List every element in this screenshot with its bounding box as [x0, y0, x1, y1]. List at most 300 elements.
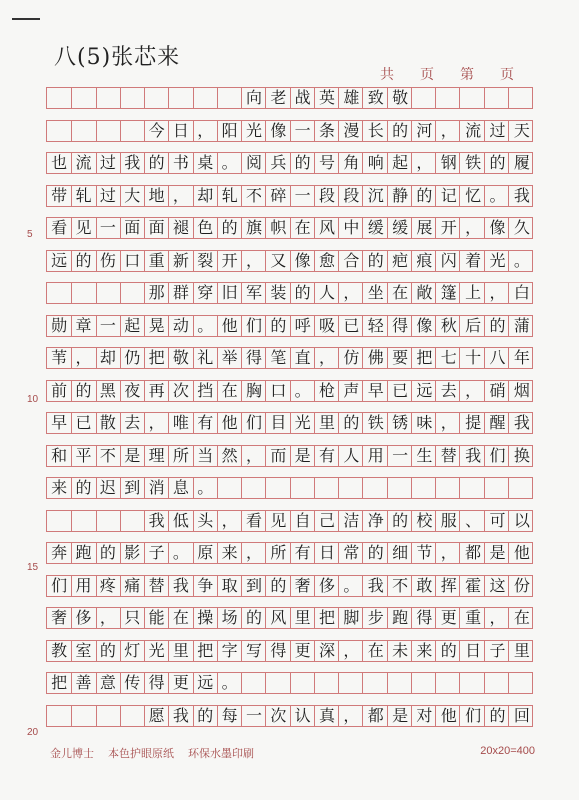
- char-cell: ，: [343, 640, 360, 660]
- char-cell: 流: [75, 153, 92, 172]
- char-cell: 回: [513, 705, 530, 725]
- page-label-2: 页: [500, 66, 514, 82]
- char-cell: 章: [75, 315, 92, 335]
- char-cell: 合: [343, 250, 360, 270]
- char-cell: 霍: [465, 575, 482, 595]
- char-cell: 味: [416, 413, 433, 432]
- grid-row: [46, 672, 533, 694]
- char-cell: ，: [99, 608, 116, 627]
- char-cell: 远: [197, 673, 214, 692]
- char-cell: ，: [440, 120, 457, 140]
- char-cell: 的: [270, 315, 287, 335]
- char-cell: 光: [294, 413, 311, 432]
- char-cell: 碎: [270, 185, 287, 205]
- char-cell: 流: [465, 120, 482, 140]
- char-cell: 们: [465, 705, 482, 725]
- char-cell: 天: [513, 120, 530, 140]
- grid-row: [46, 185, 533, 207]
- char-cell: ，: [197, 120, 214, 140]
- char-cell: 动: [172, 315, 189, 335]
- char-cell: 可: [489, 510, 506, 530]
- char-cell: 却: [99, 348, 116, 367]
- char-cell: 长: [367, 120, 384, 140]
- char-cell: 又: [270, 250, 287, 270]
- char-cell: 每: [221, 705, 238, 725]
- char-cell: 缓: [392, 218, 409, 237]
- char-cell: 把: [51, 673, 68, 692]
- char-cell: 来: [221, 543, 238, 562]
- grid-row: [46, 87, 533, 109]
- char-cell: 服: [440, 510, 457, 530]
- line-number-15: 15: [27, 562, 39, 573]
- char-cell: 理: [148, 445, 165, 465]
- char-cell: 目: [270, 413, 287, 432]
- grid-row: [46, 640, 533, 662]
- char-cell: 的: [294, 153, 311, 172]
- char-cell: 奔: [51, 543, 68, 562]
- char-cell: 消: [148, 478, 165, 497]
- char-cell: 口: [270, 380, 287, 400]
- grid-row: [46, 282, 533, 304]
- char-cell: 生: [416, 445, 433, 465]
- char-cell: 像: [270, 120, 287, 140]
- char-cell: 一: [99, 218, 116, 237]
- char-cell: 年: [513, 348, 530, 367]
- char-cell: 愈: [319, 250, 336, 270]
- char-cell: 。: [197, 315, 214, 335]
- manuscript-grid: [46, 87, 533, 737]
- char-cell: 。: [197, 478, 214, 497]
- char-cell: 得: [148, 673, 165, 692]
- char-cell: 再: [148, 380, 165, 400]
- char-cell: 敬: [172, 348, 189, 367]
- line-text: [47, 443, 534, 469]
- char-cell: 的: [221, 218, 238, 237]
- char-cell: 人: [343, 445, 360, 465]
- char-cell: ，: [245, 543, 262, 562]
- char-cell: 段: [343, 185, 360, 205]
- char-cell: 。: [221, 153, 238, 172]
- char-cell: 侈: [319, 575, 336, 595]
- char-cell: 把: [319, 608, 336, 627]
- char-cell: 们: [245, 413, 262, 432]
- char-cell: 的: [489, 153, 506, 172]
- char-cell: 着: [465, 250, 482, 270]
- char-cell: 有: [319, 445, 336, 465]
- char-cell: 。: [221, 673, 238, 692]
- char-cell: 过: [489, 120, 506, 140]
- char-cell: 己: [319, 510, 336, 530]
- char-cell: 沉: [367, 185, 384, 205]
- char-cell: 展: [416, 218, 433, 237]
- char-cell: 里: [513, 640, 530, 660]
- line-text: [47, 540, 534, 566]
- line-text: [47, 475, 534, 501]
- char-cell: 操: [197, 608, 214, 627]
- char-cell: ，: [465, 218, 482, 237]
- grid-size-label: 20x20=400: [480, 745, 535, 757]
- char-cell: 头: [197, 510, 214, 530]
- char-cell: 战: [294, 88, 311, 107]
- char-cell: 八: [489, 348, 506, 367]
- char-cell: 然: [221, 445, 238, 465]
- char-cell: 白: [513, 283, 530, 302]
- char-cell: 烟: [513, 380, 530, 400]
- char-cell: 群: [172, 283, 189, 302]
- char-cell: 的: [440, 640, 457, 660]
- line-text: [47, 638, 534, 664]
- char-cell: 英: [319, 88, 336, 107]
- char-cell: 常: [343, 543, 360, 562]
- char-cell: 们: [489, 445, 506, 465]
- grid-row: [46, 542, 533, 564]
- line-number-10: 10: [27, 394, 39, 405]
- line-text: [47, 703, 534, 729]
- char-cell: 子: [489, 640, 506, 660]
- char-cell: [71, 118, 95, 144]
- char-cell: 日: [465, 640, 482, 660]
- char-cell: 的: [294, 283, 311, 302]
- char-cell: 而: [270, 445, 287, 465]
- char-cell: 未: [392, 640, 409, 660]
- line-text: [47, 248, 534, 274]
- char-cell: 把: [148, 348, 165, 367]
- char-cell: 我: [148, 510, 165, 530]
- line-text: [47, 670, 534, 696]
- char-cell: ，: [343, 705, 360, 725]
- char-cell: ，: [245, 445, 262, 465]
- char-cell: 篷: [440, 283, 457, 302]
- char-cell: 更: [294, 640, 311, 660]
- char-cell: 书: [172, 153, 189, 172]
- grid-row: [46, 347, 533, 369]
- char-cell: 提: [465, 413, 482, 432]
- char-cell: 我: [513, 185, 530, 205]
- char-cell: 所: [172, 445, 189, 465]
- char-cell: 的: [416, 185, 433, 205]
- char-cell: 黑: [99, 380, 116, 400]
- char-cell: 号: [319, 153, 336, 172]
- char-cell: ，: [489, 283, 506, 302]
- char-cell: 们: [51, 575, 68, 595]
- char-cell: 风: [270, 608, 287, 627]
- char-cell: 息: [172, 478, 189, 497]
- line-text: [47, 313, 534, 339]
- char-cell: 胸: [245, 380, 262, 400]
- char-cell: 子: [148, 543, 165, 562]
- char-cell: 见: [270, 510, 287, 530]
- char-cell: 写: [245, 640, 262, 660]
- char-cell: 铁: [465, 153, 482, 172]
- char-cell: [47, 703, 71, 729]
- char-cell: 中: [343, 218, 360, 237]
- char-cell: [96, 703, 120, 729]
- char-cell: 次: [270, 705, 287, 725]
- char-cell: 漫: [343, 120, 360, 140]
- char-cell: 看: [51, 218, 68, 237]
- char-cell: 远: [51, 250, 68, 270]
- line-text: [47, 378, 534, 404]
- char-cell: 的: [367, 543, 384, 562]
- char-cell: 十: [465, 348, 482, 367]
- char-cell: ，: [148, 413, 165, 432]
- char-cell: 响: [367, 153, 384, 172]
- char-cell: 履: [513, 153, 530, 172]
- char-cell: 已: [343, 315, 360, 335]
- char-cell: 一: [245, 705, 262, 725]
- grid-row: [46, 510, 533, 532]
- char-cell: 去: [440, 380, 457, 400]
- char-cell: 面: [124, 218, 141, 237]
- char-cell: 在: [513, 608, 530, 627]
- char-cell: 一: [294, 185, 311, 205]
- char-cell: 我: [124, 153, 141, 172]
- char-cell: 醒: [489, 413, 506, 432]
- char-cell: 传: [124, 673, 141, 692]
- char-cell: 的: [99, 543, 116, 562]
- char-cell: 风: [319, 218, 336, 237]
- line-text: [47, 573, 534, 599]
- char-cell: 不: [245, 185, 262, 205]
- char-cell: 用: [75, 575, 92, 595]
- char-cell: 节: [416, 543, 433, 562]
- char-cell: 段: [319, 185, 336, 205]
- char-cell: 他: [440, 705, 457, 725]
- char-cell: [120, 703, 144, 729]
- char-cell: 里: [294, 608, 311, 627]
- char-cell: 大: [124, 185, 141, 205]
- char-cell: 唯: [172, 413, 189, 432]
- char-cell: 今: [148, 120, 165, 140]
- char-cell: 阅: [245, 153, 262, 172]
- char-cell: 仿: [343, 348, 360, 367]
- char-cell: 枪: [319, 380, 336, 400]
- paper-footer: [50, 745, 535, 761]
- char-cell: 铁: [367, 413, 384, 432]
- char-cell: 用: [367, 445, 384, 465]
- char-cell: 地: [148, 185, 165, 205]
- char-cell: 看: [245, 510, 262, 530]
- char-cell: 。: [513, 250, 530, 270]
- line-number-5: 5: [27, 229, 33, 240]
- char-cell: 替: [148, 575, 165, 595]
- char-cell: 在: [294, 218, 311, 237]
- student-name: 八(5)张芯来: [54, 45, 181, 70]
- char-cell: 他: [221, 315, 238, 335]
- char-cell: 重: [148, 250, 165, 270]
- char-cell: 早: [51, 413, 68, 432]
- char-cell: 早: [367, 380, 384, 400]
- char-cell: 坐: [367, 283, 384, 302]
- char-cell: 久: [513, 218, 530, 237]
- char-cell: 的: [489, 705, 506, 725]
- char-cell: 把: [197, 640, 214, 660]
- line-text: [47, 410, 534, 436]
- char-cell: 开: [221, 250, 238, 270]
- char-cell: 我: [465, 445, 482, 465]
- char-cell: 愿: [148, 705, 165, 725]
- char-cell: 、: [465, 510, 482, 530]
- char-cell: 的: [245, 608, 262, 627]
- char-cell: 一: [294, 120, 311, 140]
- char-cell: 像: [489, 218, 506, 237]
- char-cell: 重: [465, 608, 482, 627]
- char-cell: 。: [489, 185, 506, 205]
- char-cell: 伤: [99, 250, 116, 270]
- char-cell: 把: [416, 348, 433, 367]
- char-cell: 当: [197, 445, 214, 465]
- char-cell: [144, 85, 168, 111]
- char-cell: 所: [270, 543, 287, 562]
- char-cell: 平: [75, 445, 92, 465]
- char-cell: 记: [440, 185, 457, 205]
- char-cell: 这: [489, 575, 506, 595]
- char-cell: 敢: [416, 575, 433, 595]
- char-cell: 疤: [392, 250, 409, 270]
- char-cell: 远: [416, 380, 433, 400]
- char-cell: 光: [245, 120, 262, 140]
- char-cell: [169, 85, 193, 111]
- char-cell: 低: [172, 510, 189, 530]
- char-cell: 痛: [124, 575, 141, 595]
- char-cell: [96, 118, 120, 144]
- char-cell: 跑: [392, 608, 409, 627]
- char-cell: 和: [51, 445, 68, 465]
- line-text: [47, 280, 534, 306]
- char-cell: 已: [392, 380, 409, 400]
- char-cell: 得: [245, 348, 262, 367]
- char-cell: 老: [270, 88, 287, 107]
- char-cell: 的: [489, 315, 506, 335]
- char-cell: ，: [245, 250, 262, 270]
- char-cell: 的: [148, 153, 165, 172]
- line-text: [47, 345, 534, 371]
- char-cell: ，: [465, 380, 482, 400]
- char-cell: 的: [197, 705, 214, 725]
- grid-row: [46, 152, 533, 174]
- char-cell: 是: [489, 543, 506, 562]
- char-cell: 到: [245, 575, 262, 595]
- line-text: [47, 150, 534, 176]
- char-cell: 帜: [270, 218, 287, 237]
- char-cell: 上: [465, 283, 482, 302]
- char-cell: 里: [319, 413, 336, 432]
- char-cell: 敞: [416, 283, 433, 302]
- char-cell: 散: [99, 413, 116, 432]
- char-cell: 争: [197, 575, 214, 595]
- char-cell: 取: [221, 575, 238, 595]
- char-cell: ，: [75, 348, 92, 367]
- char-cell: 挥: [440, 575, 457, 595]
- char-cell: 轻: [367, 315, 384, 335]
- char-cell: 缓: [367, 218, 384, 237]
- char-cell: 的: [392, 510, 409, 530]
- char-cell: 雄: [343, 88, 360, 107]
- char-cell: 闪: [440, 250, 457, 270]
- char-cell: [71, 703, 95, 729]
- char-cell: 角: [343, 153, 360, 172]
- char-cell: 。: [343, 575, 360, 595]
- char-cell: [96, 280, 120, 306]
- char-cell: 口: [124, 250, 141, 270]
- char-cell: 我: [172, 705, 189, 725]
- char-cell: 不: [99, 445, 116, 465]
- char-cell: 是: [124, 445, 141, 465]
- char-cell: [120, 118, 144, 144]
- char-cell: 敬: [392, 88, 409, 107]
- char-cell: 步: [367, 608, 384, 627]
- line-text: [47, 85, 534, 111]
- grid-row: [46, 477, 533, 499]
- char-cell: 到: [124, 478, 141, 497]
- grid-row: [46, 412, 533, 434]
- paper-label: 本色护眼原纸: [108, 748, 174, 760]
- char-cell: [96, 85, 120, 111]
- char-cell: [71, 280, 95, 306]
- line-text: [47, 183, 534, 209]
- char-cell: 细: [392, 543, 409, 562]
- char-cell: 致: [367, 88, 384, 107]
- char-cell: 吸: [319, 315, 336, 335]
- char-cell: 换: [513, 445, 530, 465]
- char-cell: 后: [465, 315, 482, 335]
- char-cell: 军: [245, 283, 262, 302]
- char-cell: 痕: [416, 250, 433, 270]
- char-cell: 勋: [51, 315, 68, 335]
- char-cell: 来: [416, 640, 433, 660]
- char-cell: 日: [172, 120, 189, 140]
- char-cell: [47, 280, 71, 306]
- char-cell: 苇: [51, 348, 68, 367]
- char-cell: 都: [367, 705, 384, 725]
- char-cell: 更: [172, 673, 189, 692]
- ink-label: 环保水墨印刷: [188, 748, 254, 760]
- char-cell: 有: [197, 413, 214, 432]
- char-cell: 的: [75, 250, 92, 270]
- grid-row: [46, 250, 533, 272]
- char-cell: 奢: [51, 608, 68, 627]
- char-cell: 疼: [99, 575, 116, 595]
- char-cell: 次: [172, 380, 189, 400]
- char-cell: 却: [197, 185, 214, 205]
- grid-row: [46, 607, 533, 629]
- char-cell: 字: [221, 640, 238, 660]
- grid-row: [46, 217, 533, 239]
- char-cell: 在: [172, 608, 189, 627]
- grid-row: [46, 575, 533, 597]
- char-cell: 光: [489, 250, 506, 270]
- line-number-20: 20: [27, 727, 39, 738]
- corner-mark: [12, 18, 40, 20]
- char-cell: 。: [172, 543, 189, 562]
- char-cell: 也: [51, 153, 68, 172]
- grid-row: [46, 315, 533, 337]
- char-cell: 阳: [221, 120, 238, 140]
- char-cell: 一: [392, 445, 409, 465]
- char-cell: 的: [367, 250, 384, 270]
- char-cell: 过: [99, 153, 116, 172]
- char-cell: ，: [440, 413, 457, 432]
- char-cell: ，: [343, 283, 360, 302]
- char-cell: 迟: [99, 478, 116, 497]
- line-text: [47, 215, 534, 241]
- char-cell: 开: [440, 218, 457, 237]
- char-cell: 不: [392, 575, 409, 595]
- char-cell: 装: [270, 283, 287, 302]
- char-cell: 条: [319, 120, 336, 140]
- char-cell: 河: [416, 120, 433, 140]
- char-cell: 声: [343, 380, 360, 400]
